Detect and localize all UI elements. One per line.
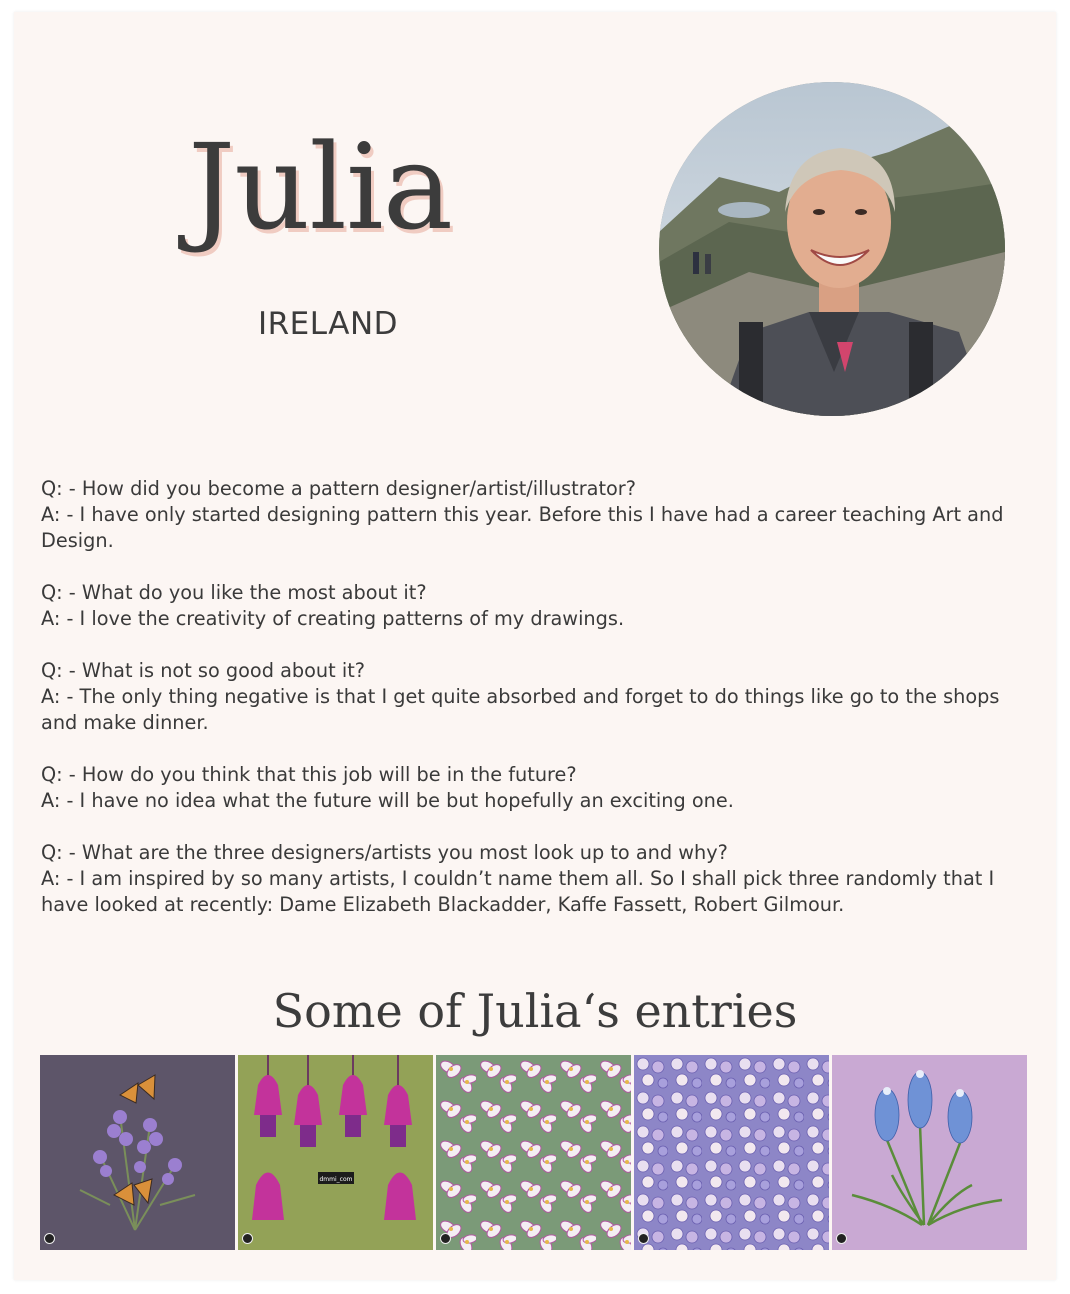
qa-item	[41, 762, 1041, 814]
user-icon	[242, 1233, 253, 1244]
grape-hyacinth-icon	[832, 1055, 1027, 1250]
qa-item	[41, 840, 1041, 918]
answer: A: - I love the creativity of creating patterns of my drawings.	[41, 607, 625, 630]
user-icon	[440, 1233, 451, 1244]
grape-hyacinth-entry[interactable]	[832, 1055, 1027, 1250]
petal-pattern-icon	[436, 1055, 631, 1250]
qa-item	[41, 476, 1041, 554]
artist-name: Julia	[188, 118, 453, 256]
user-icon	[836, 1233, 847, 1244]
answer: A: - The only thing negative is that I get quite absorbed and forget to do things like go to the shops and make dinner.	[41, 685, 1000, 734]
question: Q: - How did you become a pattern designer/artist/illustrator?	[41, 477, 636, 500]
answer: A: - I have only started designing pattern this year. Before this I have had a career teaching Art and Design.	[41, 503, 1004, 552]
user-icon	[638, 1233, 649, 1244]
entries-heading: Some of Julia‘s entries	[272, 984, 798, 1038]
user-icon	[44, 1233, 55, 1244]
tile-watermark: dmmi_com	[319, 1176, 353, 1183]
fuchsia-entry[interactable]	[238, 1055, 433, 1250]
question: Q: - What are the three designers/artists you most look up to and why?	[41, 841, 728, 864]
answer: A: - I have no idea what the future will be but hopefully an exciting one.	[41, 789, 734, 812]
question: Q: - How do you think that this job will be in the future?	[41, 763, 577, 786]
lavender-butterfly-entry[interactable]	[40, 1055, 235, 1250]
qa-item	[41, 658, 1041, 736]
lavender-icon	[40, 1055, 235, 1250]
portrait-photo	[659, 82, 1005, 416]
answer: A: - I am inspired by so many artists, I couldn’t name them all. So I shall pick three randomly that I have looked at recently: Dame Elizabeth Blackadder, Kaffe Fassett, Robert Gilmour.	[41, 867, 995, 916]
hydrangea-pattern-entry[interactable]	[634, 1055, 829, 1250]
qa-item	[41, 580, 1041, 632]
question: Q: - What do you like the most about it?	[41, 581, 427, 604]
portrait-image	[659, 82, 1005, 416]
petal-pattern-entry[interactable]	[436, 1055, 631, 1250]
fuchsia-icon	[238, 1055, 433, 1250]
question: Q: - What is not so good about it?	[41, 659, 365, 682]
interview-section	[41, 476, 1041, 944]
hydrangea-pattern-icon	[634, 1055, 829, 1250]
artist-country: IRELAND	[258, 306, 399, 342]
